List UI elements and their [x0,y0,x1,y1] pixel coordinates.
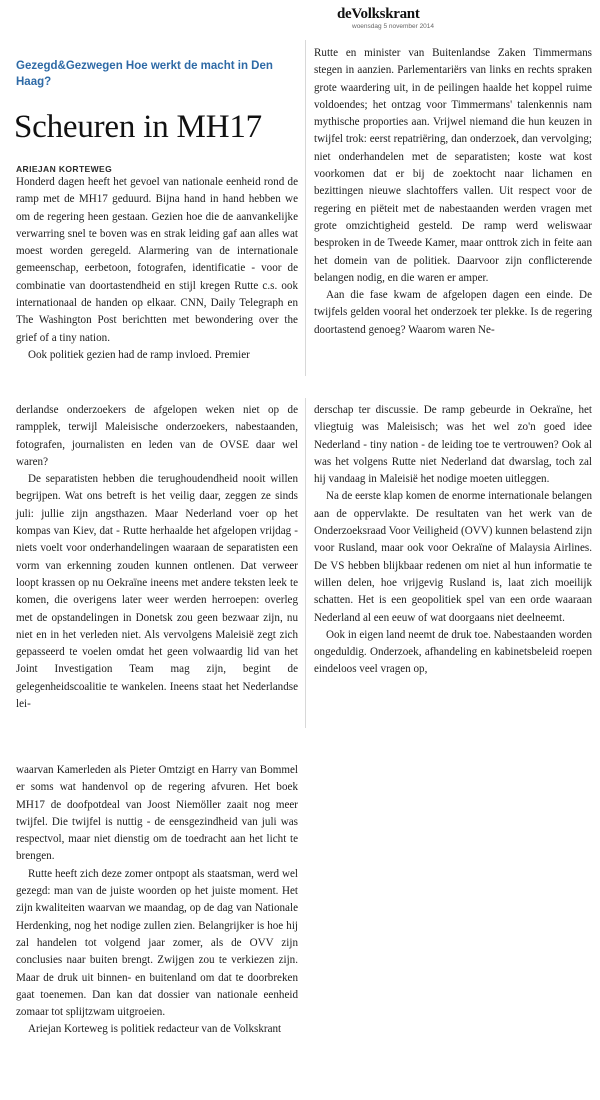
article-headline: Scheuren in MH17 [14,109,262,145]
text-block-1 [16,174,298,364]
paragraph: Ook politiek gezien had de ramp invloed. Premier [28,348,250,361]
edition-date: woensdag 5 november 2014 [352,23,435,30]
paragraph: Rutte heeft zich deze zomer ontpopt als staatsman, werd wel gezegd: man van de juiste woorden op het juiste moment. Het zijn kwaliteiten waarvan we maandag, op de dag van Nationale Herdenking, nog het nodige zullen zien. Belangrijker is hoe hij zal handelen tot volgend jaar zomer, als de OVV zijn conclusies naar buiten brengt. Zwijgen zou te verkiezen zijn. Maar de druk uit binnen- en buitenland om dat te doorbreken gaat toenemen. Dan kan dat dossier van nationale eenheid zomaar tot splijtzwam uitgroeien. [16,867,298,1019]
article-byline: ARIEJAN KORTEWEG [16,164,113,174]
author-note: Ariejan Korteweg is politiek redacteur van de Volkskrant [28,1023,282,1036]
paragraph: derlandse onderzoekers de afgelopen weken niet op de rampplek, terwijl Maleisische onderzoekers, nabestaanden, fotografen, journalisten en leden van de OVSE daar wel waren? [16,404,298,468]
paragraph: De separatisten hebben die terughoudendheid nooit willen begrijpen. Wat ons betreft is het veilig daar, zeggen ze sinds juli: jullie zijn angsthazen. Maar Nederland voer op het kompas van Kiev, dat - Rutte herhaalde het afgelopen vrijdag - niets voelt voor onderhandelingen waaraan de separatisten een vorm van erkenning zouden kunnen ontlenen. Dat verweer loopt krassen op nu Oekraïne ineens met andere teksten leek te komen, die overigens later weer werden herroepen: overleg met de opstandelingen in Donetsk zou geen bezwaar zijn, nu niet en in het verleden niet. Als vervolgens Maleisië zegt zich gepasseerd te voelen omdat het geen volwaardig lid van het Joint Investigation Team mag zijn, begint de gelegenheidscoalitie te wankelen. Ineens staat het Nederlandse lei- [16,473,298,711]
paragraph: Aan die fase kwam de afgelopen dagen een einde. De twijfels gelden vooral het onderzoek ter plekke. Is de regering doortastend genoeg? Waarom waren Ne- [314,289,592,336]
newspaper-logo: deVolkskrant [337,6,420,22]
text-block-5 [16,762,298,1039]
paragraph: Honderd dagen heeft het gevoel van nationale eenheid rond de ramp met de MH17 geduurd. Bijna hand in hand hebben we om de regering heen gestaan. Gezien hoe die de aanvankelijke verwarring snel te boven was en strak leiding gaf aan alles wat moest worden geregeld. Alarmering van de internationale gemeenschap, eerbetoon, fotografen, identificatie - voor de combinatie van doortastendheid en stijl kregen Rutte c.s. ook internationaal de handen op elkaar. CNN, Daily Telegraph en The Washington Post berichtten met bewondering over the grief of a tiny nation. [16,176,298,344]
column-divider [305,398,306,728]
paragraph: derschap ter discussie. De ramp gebeurde in Oekraïne, het vliegtuig was Maleisisch; was het wel zo'n goed idee Nederland - tiny nation - de leiding toe te vertrouwen? Ook al was het volgens Rutte niet Nederland dat dwarslag, toch zal hij vandaag in Maleisië het nodige moeten uitleggen. [314,404,592,486]
paragraph: Rutte en minister van Buitenlandse Zaken Timmermans stegen in aanzien. Parlementariërs van links en rechts spraken grote waardering uit, in de peilingen haalde het koppel ruime voldoendes; het ontzag voor Timmermans' talenkennis nam mythische proporties aan. Vrijwel niemand die hun keuzen in twijfel trok: eerst repatriëring, dan onderzoek, dan vervolging; niet onderhandelen met de separatisten; koste wat kost voorkomen dat er bij de zoektocht naar lichamen en bezittingen nieuwe slachtoffers vallen. Uit respect voor de regering en piëteit met de nabestaanden werden vragen met grote omzichtigheid gesteld. De ramp werd weliswaar besproken in de Tweede Kamer, maar onttrok zich in feite aan het domein van de politiek. Daarvoor zijn conflicterende belangen nodig, en die waren er amper. [314,47,592,284]
paragraph: Ook in eigen land neemt de druk toe. Nabestaanden worden ongeduldig. Onderzoek, afhandeling en kabinetsbeleid roepen eindeloos veel vragen op, [314,628,592,676]
text-block-4 [314,402,592,679]
article-kicker: Gezegd&Gezwegen Hoe werkt de macht in Den Haag? [16,60,273,88]
paragraph: Na de eerste klap komen de enorme internationale belangen aan de oppervlakte. De resultaten van het werk van de Onderzoeksraad Voor Veiligheid (OVV) kunnen belastend zijn voor Rusland, maar ook voor Oekraïne of Malaysia Airlines. De VS hebben blijkbaar redenen om niet al hun informatie te willen delen, hoe vrijgevig Rusland is, laat zich moeilijk schatten. Het is een geopolitiek spel van een orde waaraan Nederland al een eeuw of wat doorgaans niet deelneemt. [314,490,592,624]
masthead [0,4,600,30]
text-block-2 [314,45,592,339]
column-divider [305,40,306,376]
text-block-3 [16,402,298,713]
paragraph: waarvan Kamerleden als Pieter Omtzigt en Harry van Bommel er soms wat handenvol op de regering afvuren. Het boek MH17 de doofpotdeal van Joost Niemöller zaait nog meer twijfel. Die twijfel is nuttig - de eensgezindheid van juli was respectvol, maar niet dienstig om de toedracht aan het licht te brengen. [16,764,298,863]
